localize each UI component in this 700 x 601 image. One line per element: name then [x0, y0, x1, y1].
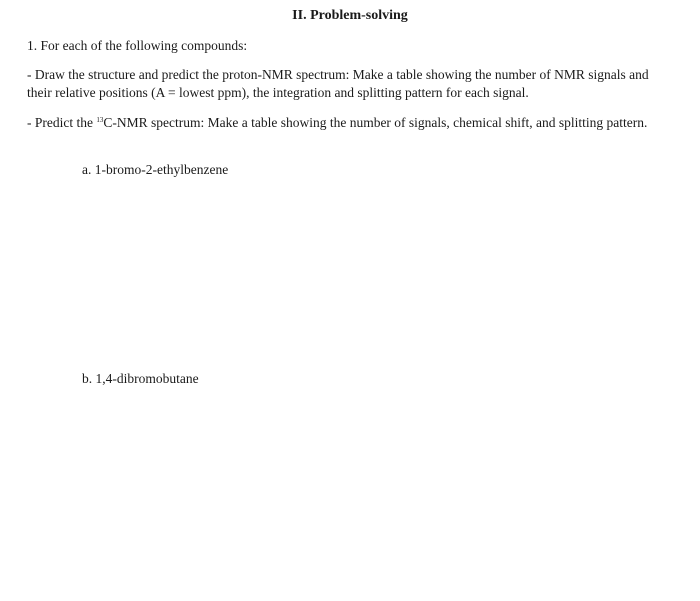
part-a-label: a.	[82, 162, 92, 177]
question-intro: 1. For each of the following compounds:	[27, 38, 248, 53]
carbon-instruction-prefix: - Predict the	[27, 115, 97, 130]
carbon-isotope-superscript: 13	[96, 116, 104, 124]
carbon-nmr-instruction	[27, 114, 667, 132]
carbon-instruction-text: C-NMR spectrum: Make a table showing the number of signals, chemical shift, and splitting pattern.	[103, 115, 648, 130]
proton-nmr-instruction: - Draw the structure and predict the proton-NMR spectrum: Make a table showing the number of NMR signals and their relative positions (A = lowest ppm), the integration and splitting pattern for each signal.	[27, 67, 649, 100]
part-b-label: b.	[82, 371, 93, 386]
section-title: II. Problem-solving	[292, 8, 408, 23]
part-b-answer-space	[27, 394, 673, 594]
part-b	[82, 370, 199, 388]
part-b-compound: 1,4-dibromobutane	[95, 371, 199, 386]
part-a-answer-space	[27, 185, 673, 360]
part-a-compound: 1-bromo-2-ethylbenzene	[94, 162, 229, 177]
part-a	[82, 161, 228, 179]
